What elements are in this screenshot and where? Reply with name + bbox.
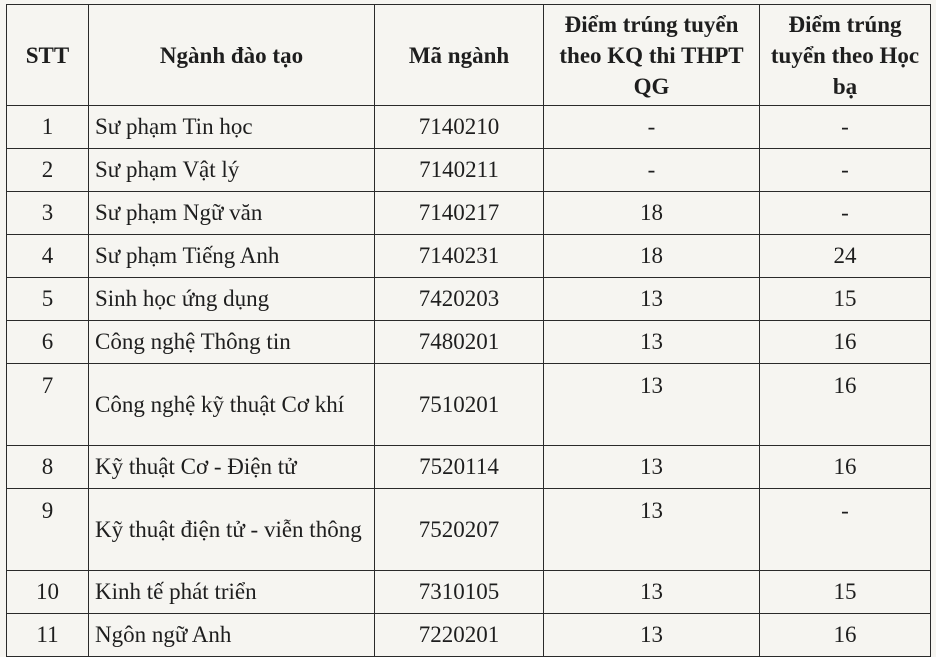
cell-code: 7480201 — [375, 321, 544, 364]
cell-stt: 4 — [7, 235, 89, 278]
header-major: Ngành đào tạo — [89, 5, 375, 106]
cell-stt: 2 — [7, 149, 89, 192]
table-row — [7, 364, 931, 446]
cell-code: 7220201 — [375, 614, 544, 657]
cell-score-exam: 13 — [544, 571, 760, 614]
cell-stt: 3 — [7, 192, 89, 235]
cell-score-exam: 13 — [544, 278, 760, 321]
cell-score-exam: 13 — [544, 614, 760, 657]
cell-stt: 9 — [7, 489, 89, 571]
table-row — [7, 192, 931, 235]
cell-stt: 8 — [7, 446, 89, 489]
table-row — [7, 489, 931, 571]
header-score-transcript: Điểm trúng tuyển theo Học bạ — [760, 5, 931, 106]
cell-code: 7310105 — [375, 571, 544, 614]
cell-code: 7520207 — [375, 489, 544, 571]
cell-code: 7140231 — [375, 235, 544, 278]
cell-major: Sinh học ứng dụng — [89, 278, 375, 321]
cell-score-exam: 13 — [544, 489, 760, 571]
cell-score-transcript: 24 — [760, 235, 931, 278]
cell-code: 7140210 — [375, 106, 544, 149]
cell-score-transcript: 15 — [760, 278, 931, 321]
cell-code: 7510201 — [375, 364, 544, 446]
cell-major: Sư phạm Vật lý — [89, 149, 375, 192]
header-code: Mã ngành — [375, 5, 544, 106]
cell-score-transcript: - — [760, 106, 931, 149]
cell-score-transcript: 16 — [760, 446, 931, 489]
cell-major: Công nghệ Thông tin — [89, 321, 375, 364]
admission-scores-table — [6, 4, 931, 657]
cell-major: Sư phạm Tiếng Anh — [89, 235, 375, 278]
table-row — [7, 446, 931, 489]
cell-major: Ngôn ngữ Anh — [89, 614, 375, 657]
table-row — [7, 321, 931, 364]
cell-score-exam: 13 — [544, 446, 760, 489]
cell-code: 7140211 — [375, 149, 544, 192]
cell-score-exam: 18 — [544, 192, 760, 235]
cell-stt: 5 — [7, 278, 89, 321]
table-row — [7, 614, 931, 657]
cell-major: Kinh tế phát triển — [89, 571, 375, 614]
cell-major: Sư phạm Ngữ văn — [89, 192, 375, 235]
table-row — [7, 278, 931, 321]
cell-score-transcript: 16 — [760, 614, 931, 657]
cell-score-exam: - — [544, 106, 760, 149]
cell-stt: 6 — [7, 321, 89, 364]
cell-score-transcript: 16 — [760, 364, 931, 446]
cell-score-exam: 13 — [544, 364, 760, 446]
table-row — [7, 235, 931, 278]
cell-code: 7140217 — [375, 192, 544, 235]
table-header-row — [7, 5, 931, 106]
cell-score-transcript: - — [760, 192, 931, 235]
cell-code: 7520114 — [375, 446, 544, 489]
cell-score-exam: - — [544, 149, 760, 192]
header-score-exam: Điểm trúng tuyển theo KQ thi THPT QG — [544, 5, 760, 106]
cell-stt: 10 — [7, 571, 89, 614]
cell-major: Kỹ thuật Cơ - Điện tử — [89, 446, 375, 489]
cell-stt: 7 — [7, 364, 89, 446]
cell-major: Sư phạm Tin học — [89, 106, 375, 149]
table-row — [7, 106, 931, 149]
table-row — [7, 149, 931, 192]
cell-score-exam: 18 — [544, 235, 760, 278]
table-row — [7, 571, 931, 614]
cell-score-transcript: 15 — [760, 571, 931, 614]
cell-stt: 1 — [7, 106, 89, 149]
cell-score-transcript: 16 — [760, 321, 931, 364]
cell-score-transcript: - — [760, 489, 931, 571]
cell-stt: 11 — [7, 614, 89, 657]
cell-score-exam: 13 — [544, 321, 760, 364]
cell-major: Kỹ thuật điện tử - viễn thông — [89, 489, 375, 571]
cell-code: 7420203 — [375, 278, 544, 321]
header-stt: STT — [7, 5, 89, 106]
cell-major: Công nghệ kỹ thuật Cơ khí — [89, 364, 375, 446]
cell-score-transcript: - — [760, 149, 931, 192]
